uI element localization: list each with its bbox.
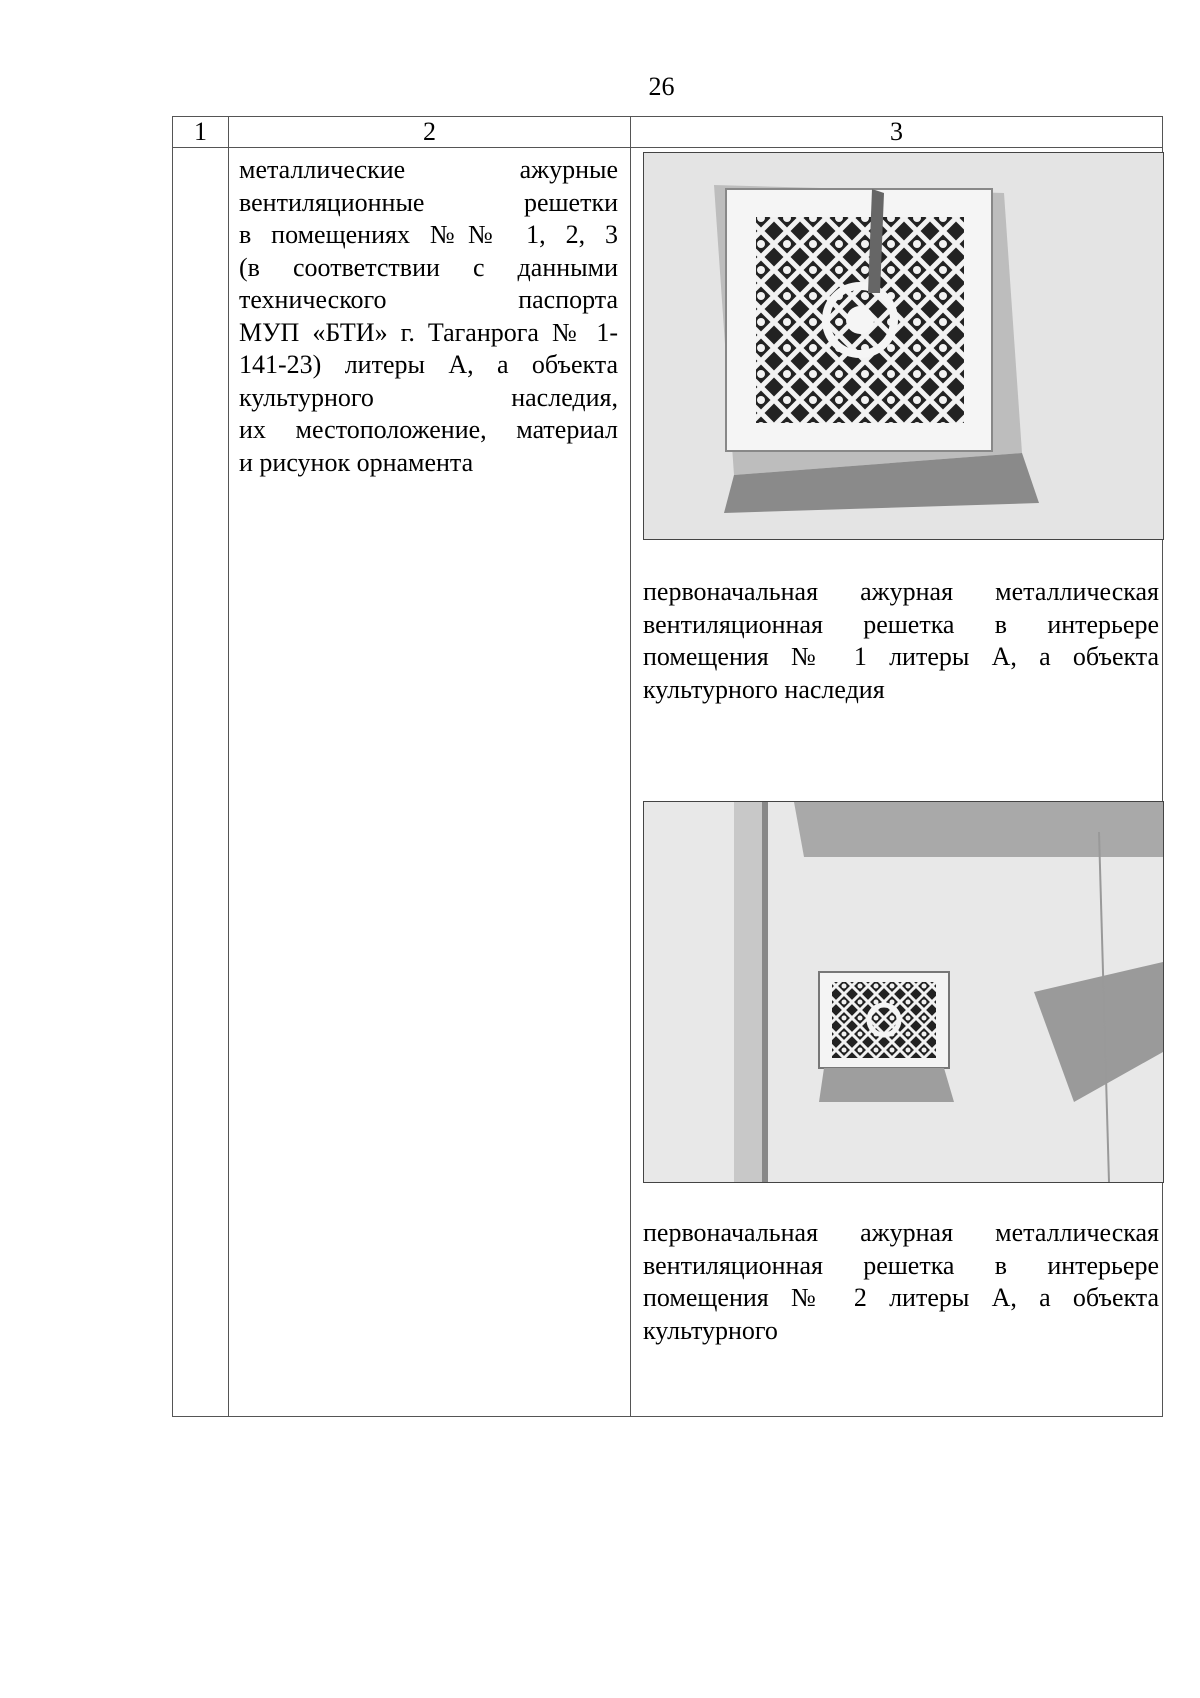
description-line: их местоположение, материал <box>239 415 618 444</box>
description-cell <box>229 148 631 1417</box>
row-number-cell <box>173 148 229 1417</box>
caption-line: первоначальная ажурная металлическая <box>643 577 1159 606</box>
table-header-row <box>173 117 1163 148</box>
description-line: металлические ажурные <box>239 155 618 184</box>
caption-line: первоначальная ажурная металлическая <box>643 1218 1159 1247</box>
table-row <box>173 148 1163 1417</box>
description-line: культурного наследия, <box>239 382 618 412</box>
description-line: в помещениях №№ 1, 2, 3 <box>239 220 618 249</box>
caption-line: помещения № 2 литеры А, а объекта <box>643 1283 1159 1312</box>
caption-line: помещения № 1 литеры А, а объекта <box>643 642 1159 671</box>
description-line: 141-23) литеры А, а объекта <box>239 350 618 379</box>
photo-1-caption <box>643 576 1159 706</box>
photo-vent-grille-room-2 <box>643 801 1164 1183</box>
photo-2-caption <box>643 1217 1159 1347</box>
description-line: и рисунок орнамента <box>239 447 474 477</box>
description-text <box>229 148 630 479</box>
caption-line: культурного <box>643 1315 778 1345</box>
column-header-2: 2 <box>229 117 631 148</box>
description-line: (в соответствии с данными <box>239 252 618 282</box>
description-line: МУП «БТИ» г. Таганрога № 1- <box>239 317 618 347</box>
heritage-table <box>172 116 1163 1417</box>
caption-line: культурного наследия <box>643 674 885 704</box>
photo-vent-grille-room-1 <box>643 152 1164 540</box>
column-header-3: 3 <box>631 117 1163 148</box>
photo-cell <box>631 148 1163 1417</box>
description-line: вентиляционные решетки <box>239 187 618 217</box>
column-header-1: 1 <box>173 117 229 148</box>
description-line: технического паспорта <box>239 285 618 314</box>
page-number: 26 <box>648 72 675 101</box>
caption-line: вентиляционная решетка в интерьере <box>643 1250 1159 1280</box>
caption-line: вентиляционная решетка в интерьере <box>643 609 1159 639</box>
